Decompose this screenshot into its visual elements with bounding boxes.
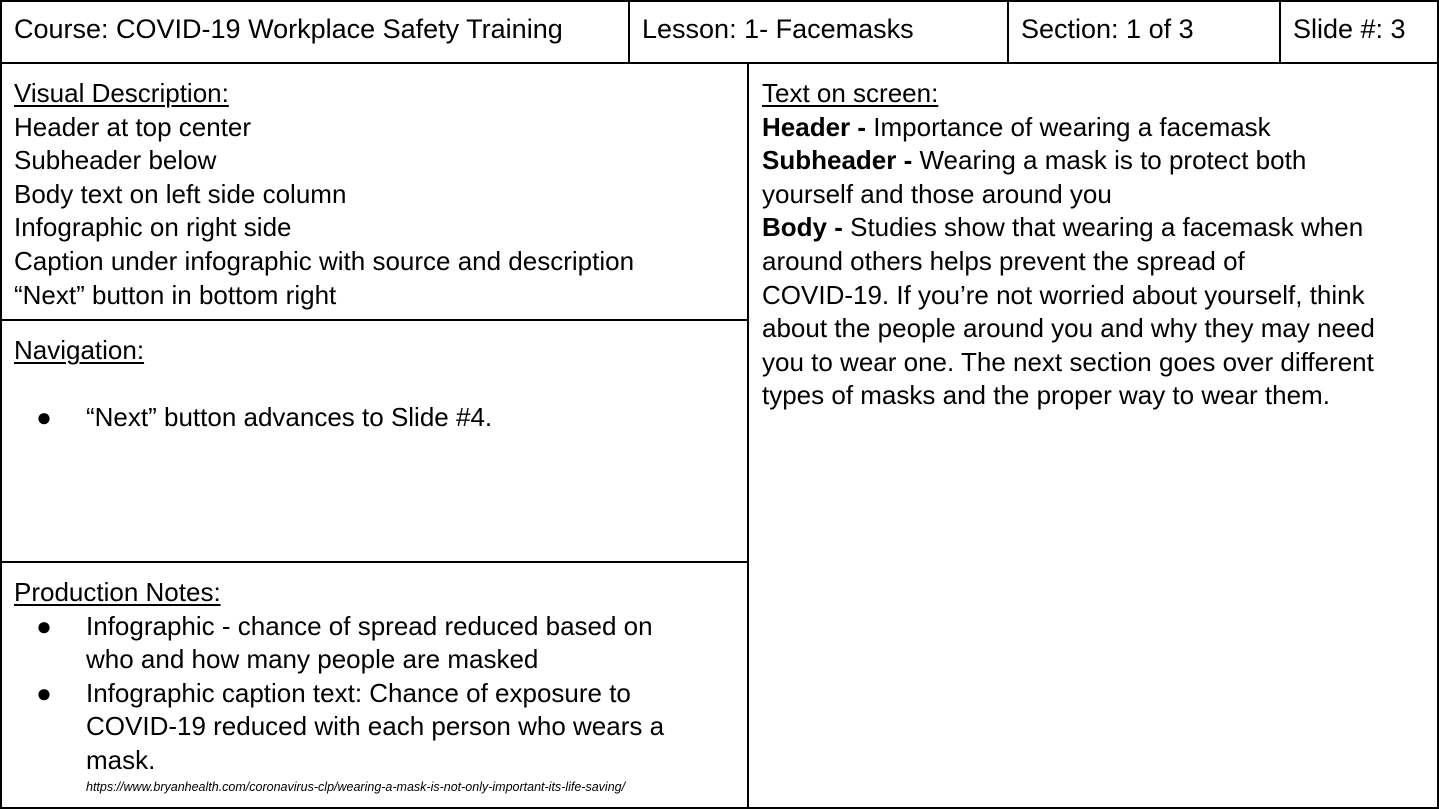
subheader-label: Subheader -	[762, 145, 913, 176]
body-text-line: you to wear one. The next section goes over different	[762, 346, 1374, 377]
visual-description-title: Visual Description:	[14, 78, 229, 108]
navigation-title: Navigation:	[14, 335, 145, 365]
course-title: Course: COVID-19 Workplace Safety Training	[14, 14, 563, 44]
body-text-line: types of masks and the proper way to wear them.	[762, 380, 1330, 411]
header-col-divider-2	[1007, 0, 1009, 63]
header-text: Importance of wearing a facemask	[866, 111, 1271, 142]
main-column-divider	[747, 62, 749, 809]
body-text: Studies show that wearing a facemask when	[842, 212, 1364, 243]
nav-notes-divider	[0, 561, 748, 563]
visual-description-line: Infographic on right side	[14, 212, 292, 243]
subheader-text-line: yourself and those around you	[762, 178, 1112, 209]
body-text-line: about the people around you and why they may need	[762, 313, 1375, 344]
navigation-item-text: “Next” button advances to Slide #4.	[86, 401, 493, 432]
visual-nav-divider	[0, 319, 748, 321]
section-indicator: Section: 1 of 3	[1021, 14, 1194, 44]
source-url: https://www.bryanhealth.com/coronavirus-clp/wearing-a-mask-is-not-only-important-its-life-saving/	[86, 779, 626, 794]
text-on-screen-title: Text on screen:	[762, 78, 939, 108]
visual-description-section	[14, 77, 739, 312]
subheader-text-line	[762, 144, 1432, 178]
visual-description-line: “Next” button in bottom right	[14, 279, 337, 310]
body-label: Body -	[762, 212, 843, 243]
header-col-divider-3	[1279, 0, 1281, 63]
navigation-item	[14, 401, 739, 435]
visual-description-line: Header at top center	[14, 111, 252, 142]
production-note-line: COVID-19 reduced with each person who wears a	[86, 711, 665, 742]
navigation-section	[14, 334, 739, 434]
text-on-screen-section	[762, 77, 1432, 413]
header-label: Header -	[762, 111, 867, 142]
visual-description-line: Body text on left side column	[14, 178, 347, 209]
header-text-line	[762, 111, 1432, 145]
production-note-item	[14, 677, 739, 778]
production-note-line: Infographic caption text: Chance of exposure to	[86, 677, 631, 708]
visual-description-line: Caption under infographic with source and description	[14, 245, 635, 276]
production-notes-title: Production Notes:	[14, 577, 221, 607]
slide-number: Slide #: 3	[1293, 14, 1406, 44]
bullet-icon: ●	[36, 610, 52, 641]
body-text-line: around others helps prevent the spread of	[762, 245, 1245, 276]
bullet-icon: ●	[36, 401, 52, 432]
lesson-title: Lesson: 1- Facemasks	[642, 14, 914, 44]
visual-description-line: Subheader below	[14, 145, 217, 176]
production-note-line: Infographic - chance of spread reduced based on	[86, 610, 653, 641]
bullet-icon: ●	[36, 677, 52, 708]
body-text-line: COVID-19. If you’re not worried about yourself, think	[762, 279, 1365, 310]
production-note-item	[14, 610, 739, 677]
body-text-line	[762, 211, 1432, 245]
production-note-line: who and how many people are masked	[86, 644, 539, 675]
production-notes-section	[14, 576, 739, 794]
header-col-divider-1	[628, 0, 630, 63]
header-divider	[0, 62, 1439, 64]
production-note-line: mask.	[86, 744, 156, 775]
subheader-text: Wearing a mask is to protect both	[912, 145, 1307, 176]
